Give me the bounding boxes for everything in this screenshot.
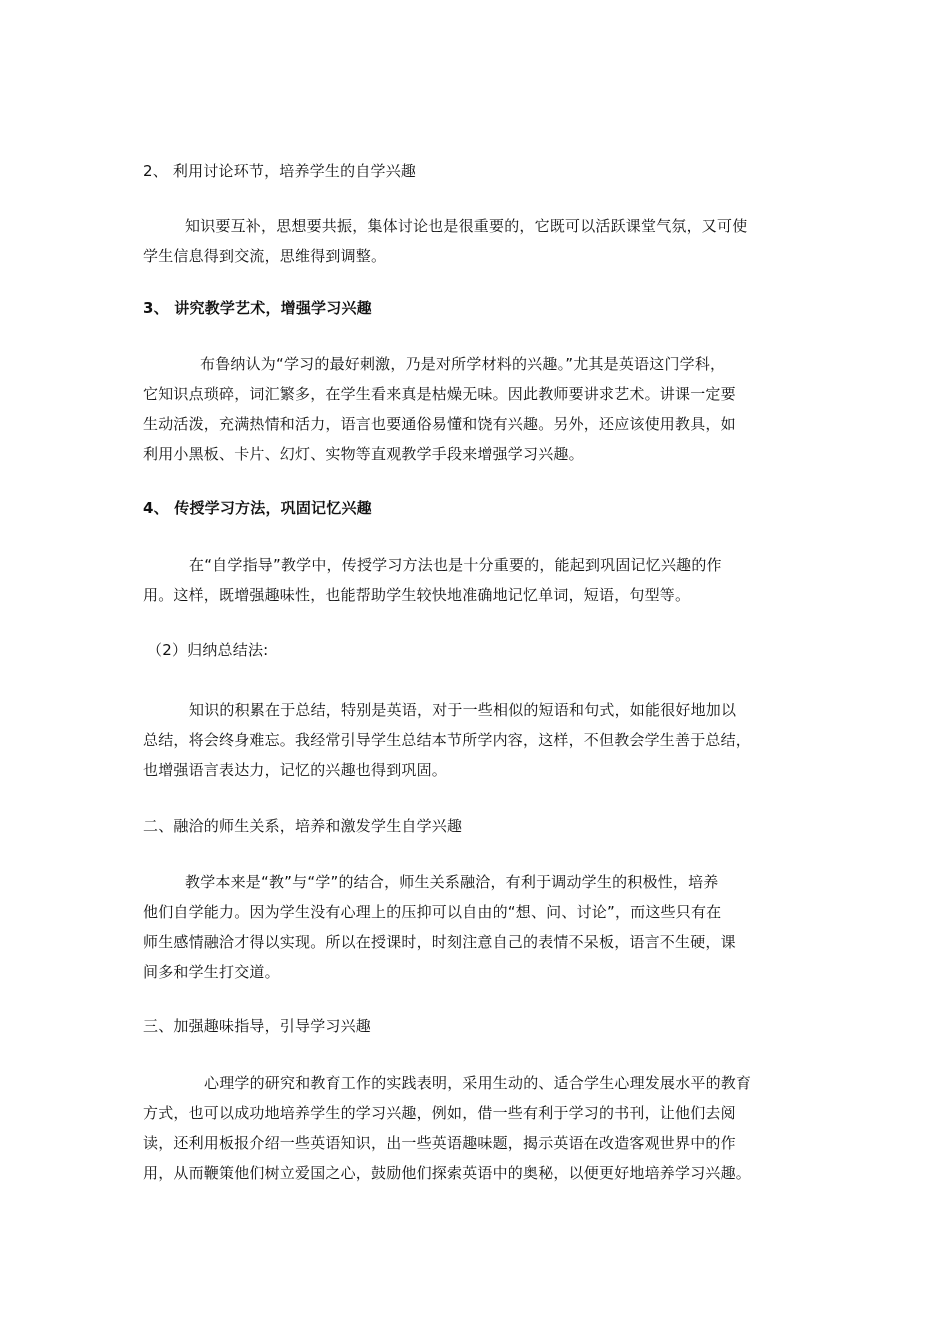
paragraph-line: 教学本来是“教”与“学”的结合，师生关系融洽，有利于调动学生的积极性，培养 [185,873,719,891]
paragraph-line: 也增强语言表达力，记忆的兴趣也得到巩固。 [143,761,448,779]
paragraph-line: 知识要互补，思想要共振，集体讨论也是很重要的，它既可以活跃课堂气氛，又可使 [185,217,748,235]
paragraph-line: 用，从而鞭策他们树立爱国之心，鼓励他们探索英语中的奥秘，以便更好地培养学习兴趣。 [143,1164,752,1182]
paragraph-line: 用。这样，既增强趣味性，也能帮助学生较快地准确地记忆单词，短语，句型等。 [143,586,691,604]
paragraph-line: 学生信息得到交流，思维得到调整。 [143,247,387,265]
heading-interest-guidance: 三、加强趣味指导，引导学习兴趣 [143,1017,372,1035]
heading-summary-method: （2）归纳总结法: [147,641,269,659]
paragraph-line: 他们自学能力。因为学生没有心理上的压抑可以自由的“想、问、讨论”，而这些只有在 [143,903,722,921]
paragraph-line: 生动活泼，充满热情和活力，语言也要通俗易懂和饶有兴趣。另外，还应该使用教具，如 [143,415,736,433]
paragraph-line: 读，还利用板报介绍一些英语知识，出一些英语趣味题，揭示英语在改造客观世界中的作 [143,1134,736,1152]
paragraph-line: 在“自学指导”教学中，传授学习方法也是十分重要的，能起到巩固记忆兴趣的作 [189,556,722,574]
paragraph-line: 方式，也可以成功地培养学生的学习兴趣，例如，借一些有利于学习的书刊，让他们去阅 [143,1104,736,1122]
paragraph-line: 总结，将会终身难忘。我经常引导学生总结本节所学内容，这样，不但教会学生善于总结， [143,731,752,749]
paragraph-line: 布鲁纳认为“学习的最好刺激，乃是对所学材料的兴趣。”尤其是英语这门学科， [200,355,726,373]
paragraph-line: 知识的积累在于总结，特别是英语，对于一些相似的短语和句式，如能很好地加以 [189,701,737,719]
paragraph-line: 心理学的研究和教育工作的实践表明，采用生动的、适合学生心理发展水平的教育 [204,1074,752,1092]
paragraph-line: 间多和学生打交道。 [143,963,280,981]
heading-teaching-art: 3、 讲究教学艺术，增强学习兴趣 [143,299,372,317]
heading-learning-methods: 4、 传授学习方法，巩固记忆兴趣 [143,499,372,517]
heading-discussion: 2、 利用讨论环节，培养学生的自学兴趣 [143,162,417,180]
paragraph-line: 它知识点琐碎，词汇繁多，在学生看来真是枯燥无味。因此教师要讲求艺术。讲课一定要 [143,385,736,403]
paragraph-line: 师生感情融洽才得以实现。所以在授课时，时刻注意自己的表情不呆板，语言不生硬，课 [143,933,736,951]
heading-teacher-student: 二、融洽的师生关系，培养和激发学生自学兴趣 [143,817,463,835]
paragraph-line: 利用小黑板、卡片、幻灯、实物等直观教学手段来增强学习兴趣。 [143,445,584,463]
